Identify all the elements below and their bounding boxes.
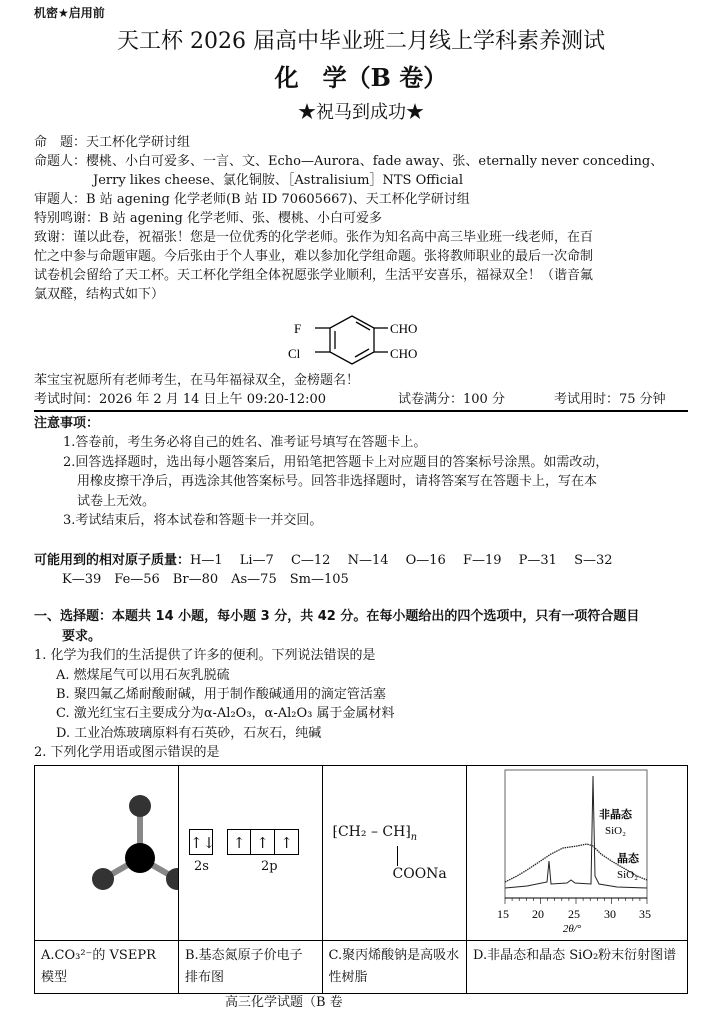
polymer-n: n (410, 831, 418, 843)
blessing: ★祝马到成功★ (298, 102, 424, 123)
section-heading-cont: 要求。 (62, 629, 102, 644)
x-tick: 15 (497, 907, 509, 921)
proposer-label: 命 题： (34, 135, 87, 150)
note-item: 2.回答选择题时，选出每小题答案后，用铅笔把答题卡上对应题目的答案标号涂黑。如需改动， (63, 454, 609, 470)
polymer-repeat-unit: ⁅CH₂ – CH⁆ (332, 824, 411, 840)
orbital-box: ↑ (227, 829, 251, 855)
xrd-cell (467, 766, 688, 941)
orbital-box: ↑↓ (189, 829, 213, 855)
x-tick: 25 (568, 907, 580, 921)
label-2p: 2p (261, 859, 278, 874)
dedication-line: 致谢：谨以此卷，祝福张！您是一位优秀的化学老师。张作为知名高中高三毕业班一线老师，在百 (34, 230, 594, 245)
amorphous-sio2: SiO₂ (605, 825, 626, 837)
caption-c: C.聚丙烯酸钠是高吸水性树脂 (322, 941, 467, 994)
full-score: 试卷满分：100 分 (398, 392, 505, 407)
subject-title: 化 学（B 卷） (274, 63, 448, 92)
authors-label: 命题人： (34, 154, 87, 169)
notes-list (63, 433, 608, 531)
benzene-ring (315, 316, 388, 364)
orbital-2s (189, 829, 216, 855)
reviewers: B 站 agening 化学老师(B 站 ID 70605667)、天工杯化学研讨组 (86, 192, 470, 207)
exam-title: 天工杯 2026 届高中毕业班二月线上学科素养测试 (117, 29, 605, 54)
caption-d: D.非晶态和晶态 SiO₂粉末衍射图谱 (467, 941, 688, 994)
atomic-masses-line: K—39 Fe—56 Br—80 As—75 Sm—105 (62, 572, 349, 587)
caption-a: A.CO₃²⁻的 VSEPR 模型 (35, 941, 179, 994)
polymer-side-group: COONa (392, 866, 447, 882)
thanks-label: 特别鸣谢： (34, 211, 100, 226)
credits (34, 133, 663, 304)
polymer-cell (322, 766, 467, 941)
amorphous-label: 非晶态 (599, 808, 632, 821)
thanks: B 站 agening 化学老师、张、樱桃、小白可爱多 (99, 211, 382, 226)
section-heading: 一、选择题：本题共 14 小题，每小题 3 分，共 42 分。在每小题给出的四个选项中，只有一项符合题目 (34, 609, 640, 624)
caption-b: B.基态氮原子价电子排布图 (179, 941, 323, 994)
structure-formula (280, 312, 450, 372)
confidential-mark: 机密★启用前 (34, 6, 105, 20)
question-1: 1. 化学为我们的生活提供了许多的便利。下列说法错误的是 (34, 648, 376, 663)
atomic-masses-line: H—1 Li—7 C—12 N—14 O—16 F—19 P—31 S—32 (190, 553, 613, 568)
q1-options (56, 666, 394, 743)
page-footer: 高三化学试题（B 卷 (225, 995, 343, 1010)
vsepr-model-image (35, 766, 178, 936)
divider (34, 410, 688, 412)
orbital-box: ↑ (251, 829, 275, 855)
x-tick: 35 (639, 907, 651, 921)
question-2: 2. 下列化学用语或图示错误的是 (34, 745, 220, 760)
x-tick: 30 (604, 907, 616, 921)
atomic-masses-label: 可能用到的相对原子质量： (34, 553, 191, 568)
dedication-line: 忙之中参与命题审题。今后张由于个人事业，难以参加化学组命题。张将教师职业的最后一次命制 (34, 249, 594, 264)
reviewers-label: 审题人： (34, 192, 87, 207)
proposer: 天工杯化学研讨组 (86, 135, 191, 150)
note-item: 1.答卷前，考生务必将自己的姓名、准考证号填写在答题卡上。 (63, 435, 427, 450)
dedication-line: 氯双醛，结构式如下） (34, 287, 165, 302)
option-c: C. 激光红宝石主要成分为α-Al₂O₃，α-Al₂O₃ 属于金属材料 (56, 706, 395, 722)
orbital-2p (227, 829, 299, 855)
vsepr-model-cell (35, 766, 179, 941)
authors: 樱桃、小白可爱多、一言、文、Echo—Aurora、fade away、张、eternally never conceding、 (86, 154, 664, 169)
note-item: 3.考试结束后，将本试卷和答题卡一并交回。 (63, 513, 323, 528)
option-b: B. 聚四氟乙烯耐酸耐碱，用于制作酸碱通用的滴定管活塞 (56, 687, 386, 703)
chloro-label: Cl (288, 346, 301, 361)
note-item: 用橡皮擦干净后，再选涂其他答案标号。回答非选择题时，请将答案写在答题卡上，写在本 (77, 474, 598, 489)
dedication-line: 试卷机会留给了天工杯。天工杯化学组全体祝愿张学业顺利，生活平安喜乐，福禄双全！（谐音氟 (34, 268, 594, 283)
label-2s: 2s (194, 859, 209, 874)
x-axis-label: 2θ/° (562, 923, 582, 935)
orbital-diagram-cell (179, 766, 323, 941)
notes-title: 注意事项： (34, 416, 100, 431)
atomic-masses (34, 551, 613, 589)
wish: 苯宝宝祝愿所有老师考生，在马年福禄双全，金榜题名！ (34, 373, 360, 388)
crystal-label: 晶态 (617, 852, 639, 865)
option-d: D. 工业冶炼玻璃原料有石英砂，石灰石，纯碱 (56, 725, 322, 741)
option-a: A. 燃煤尾气可以用石灰乳脱硫 (56, 668, 230, 683)
bond-line (397, 846, 398, 866)
x-tick: 20 (532, 907, 544, 921)
authors-cont: Jerry likes cheese、氯化铜胺、［Astralisium］NTS Official (93, 173, 463, 188)
aldehyde-label: CHO (390, 346, 418, 361)
q2-figure-table (34, 765, 688, 994)
exam-time: 考试时间：2026 年 2 月 14 日上午 09:20-12:00 (34, 392, 327, 407)
polymer-chain (333, 824, 418, 843)
fluoro-label: F (294, 321, 302, 336)
xrd-chart (467, 766, 687, 936)
aldehyde-label: CHO (390, 321, 418, 336)
duration: 考试用时：75 分钟 (554, 392, 666, 407)
note-item: 试卷上无效。 (77, 493, 156, 509)
orbital-box: ↑ (275, 829, 299, 855)
crystal-sio2: SiO₂ (617, 869, 638, 881)
